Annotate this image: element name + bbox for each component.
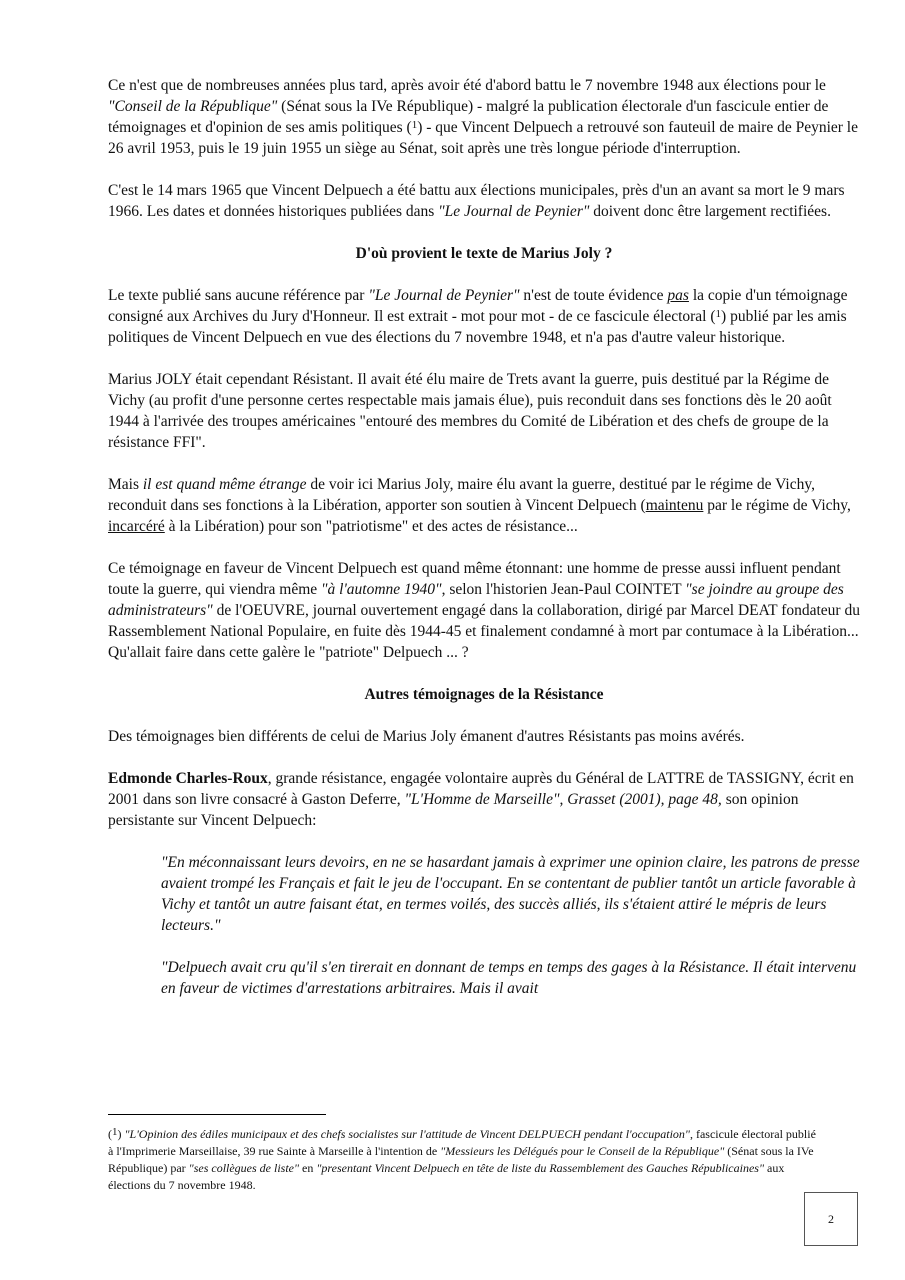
text: son opinion persistante sur Vincent Delpuech: (108, 791, 799, 829)
text: Mais (108, 476, 143, 493)
page-number-box (804, 1192, 858, 1246)
italic-text: "Messieurs les Délégués pour le Conseil de la République" (440, 1144, 725, 1158)
italic-text: "L'Opinion des édiles municipaux et des chefs socialistes sur l'attitude de Vincent DELPUECH pendant l'occupation" (124, 1127, 690, 1141)
page-number: 2 (828, 1211, 834, 1226)
text: ) - que Vincent Delpuech a retrouvé son fauteuil de maire de Peynier le 26 avril 1953, puis le 19 juin 1955 un siège au Sénat, soit après une très longue période d'interruption. (108, 119, 858, 157)
text: la copie d'un témoignage consigné aux Archives du Jury d'Honneur. Il est extrait - mot pour mot - de ce fascicule électoral ( (108, 287, 848, 325)
text: aux élections du 7 novembre 1948. (108, 1161, 785, 1192)
italic-text: "L'Homme de Marseille", Grasset (2001), page 48, (404, 791, 722, 808)
text: Ce témoignage en faveur de Vincent Delpuech est quand même étonnant: une homme de presse aussi influent pendant toute la guerre, qui viendra même (108, 560, 841, 598)
bold-name: Edmonde Charles-Roux (108, 770, 268, 787)
underlined-text: pas (667, 287, 689, 304)
italic-text: "ses collègues de liste" (188, 1161, 300, 1175)
footnote-ref[interactable]: 1 (715, 308, 722, 320)
text: ) publié par les amis politiques de Vincent Delpuech en vue des élections du 7 novembre 1948, et n'a pas d'autre valeur historique. (108, 308, 847, 346)
italic-text: "à l'automne 1940" (321, 581, 442, 598)
footnote: ($^1$) "L'Opinion des édiles municipaux et des chefs socialistes sur l'attitude de Vincent DELPUECH pendant l'occupation", fascicule électoral publié à l'Imprimerie Marseillaise, 39 rue Sainte à Marseille à l'intention de "Messieurs les Délégués pour le Conseil de la République" (Sénat sous la IVe République) par "ses collègues de liste" en "presentant Vincent Delpuech en tête de liste du Rassemblement des Gauches Républicaines" aux élections du 7 novembre 1948. (108, 1126, 816, 1192)
paragraph-5 (108, 474, 860, 537)
text: (Sénat sous la IVe République) par (108, 1144, 814, 1175)
text: en (299, 1161, 317, 1175)
paragraph-8 (108, 768, 860, 831)
text: Le texte publié sans aucune référence par (108, 287, 369, 304)
underlined-text: maintenu (645, 497, 704, 514)
text: n'est de toute évidence (519, 287, 668, 304)
text: , grande résistance, engagée volontaire auprès du Général de LATTRE de TASSIGNY, écrit en 2001 dans son livre consacré à Gaston Deferre, (108, 770, 854, 808)
italic-text: "Le Journal de Peynier" (368, 287, 520, 304)
paragraph-6 (108, 558, 860, 663)
section-heading-testimonies: Autres témoignages de la Résistance (364, 686, 604, 703)
text: doivent donc être largement rectifiées. (589, 203, 831, 220)
paragraph-2 (108, 180, 860, 222)
footnote-ref[interactable]: 1 (411, 119, 418, 131)
text: (Sénat sous la IVe République) - malgré la publication électorale d'un fascicule entier de témoignages et d'opinion de ses amis politiques ( (108, 98, 829, 136)
text: de l'OEUVRE, journal ouvertement engagé dans la collaboration, dirigé par Marcel DEAT fondateur du Rassemblement National Populaire, en fuite dès 1944-45 et finalement condamné à mort par contumace à la Libération... Qu'allait faire dans cette galère le "patriote" Delpuech ... ? (108, 602, 860, 661)
italic-text: "presentant Vincent Delpuech en tête de liste du Rassemblement des Gauches Républicaines" (316, 1161, 764, 1175)
text: , selon l'historien Jean-Paul COINTET (441, 581, 686, 598)
quote-2: "Delpuech avait cru qu'il s'en tirerait en donnant de temps en temps des gages à la Résistance. Il était intervenu en faveur de victimes d'arrestations arbitraires. Mais il avait (161, 959, 857, 997)
text: à la Libération) pour son "patriotisme" et des actes de résistance... (164, 518, 578, 535)
paragraph-7: Des témoignages bien différents de celui de Marius Joly émanent d'autres Résistants pas moins avérés. (108, 728, 745, 745)
quote-1: "En méconnaissant leurs devoirs, en ne se hasardant jamais à exprimer une opinion claire, les patrons de presse avaient trompé les Français et fait le jeu de l'occupant. En se contentant de publier tantôt un article favorable à Vichy et tantôt un autre faisant état, en termes voilés, des succès alliés, ils s'étaient attiré le mépris de leurs lecteurs." (161, 854, 860, 934)
section-heading-origin: D'où provient le texte de Marius Joly ? (355, 245, 613, 262)
italic-text: "Le Journal de Peynier" (438, 203, 590, 220)
underlined-text: incarcéré (108, 518, 165, 535)
document-body (108, 75, 860, 999)
text: C'est le 14 mars 1965 que Vincent Delpuech a été battu aux élections municipales, près d'un an avant sa mort le 9 mars 1966. Les dates et données historiques publiées dans (108, 182, 845, 220)
text: , fascicule électoral publié à l'Imprimerie Marseillaise, 39 rue Sainte à Marseille à l'intention de (108, 1127, 816, 1158)
italic-text: il est quand même étrange (142, 476, 307, 493)
text: par le régime de Vichy, (703, 497, 851, 514)
paragraph-4: Marius JOLY était cependant Résistant. Il avait été élu maire de Trets avant la guerre, puis destitué par la Régime de Vichy (au profit d'une personne certes respectable mais jamais élue), puis reconduit dans ses fonctions dès le 20 août 1944 à l'arrivée des troupes américaines "entouré des membres du Comité de Libération et des chefs de groupe de la résistance FFI". (108, 371, 832, 451)
paragraph-1 (108, 75, 860, 159)
footnote-mark: 1 (112, 1126, 118, 1138)
italic-text: "se joindre au groupe des administrateurs" (108, 581, 844, 619)
text: de voir ici Marius Joly, maire élu avant la guerre, destitué par le régime de Vichy, reconduit dans ses fonctions à la Libération, apporter son soutien à Vincent Delpuech ( (108, 476, 815, 514)
paragraph-3 (108, 285, 860, 348)
italic-text: "Conseil de la République" (108, 98, 278, 115)
text: Ce n'est que de nombreuses années plus tard, après avoir été d'abord battu le 7 novembre 1948 aux élections pour le (108, 77, 826, 94)
footnote-separator (108, 1114, 326, 1115)
